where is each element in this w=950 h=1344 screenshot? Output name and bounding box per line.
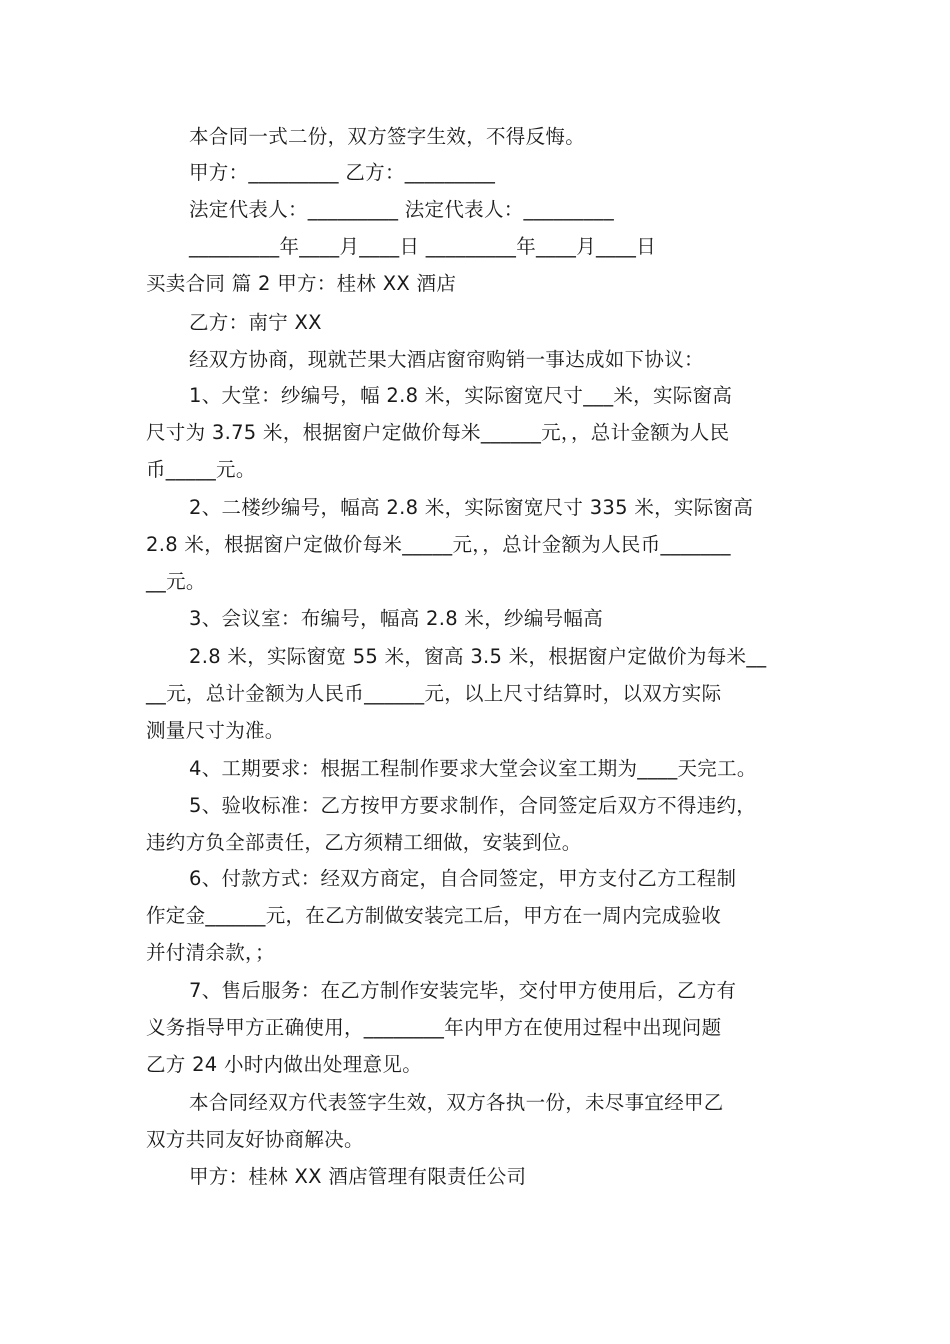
clause-line: 乙方 24 小时内做出处理意见。 xyxy=(146,1053,423,1076)
clause-line: 违约方负全部责任，乙方须精工细做，安装到位。 xyxy=(146,831,582,854)
clause-line: 尺寸为 3.75 米，根据窗户定做价每米______元，，总计金额为人民 xyxy=(146,421,730,444)
signature-date-line: _________年____月____日 _________年____月____日 xyxy=(189,235,656,258)
paragraph-line: 本合同一式二份，双方签字生效，不得反悔。 xyxy=(189,125,586,148)
clause-line: 币_____元。 xyxy=(146,458,256,481)
paragraph-line: 乙方：南宁 XX xyxy=(189,311,322,334)
signature-party-line: 甲方：桂林 XX 酒店管理有限责任公司 xyxy=(189,1165,527,1188)
paragraph-line: 经双方协商，现就芒果大酒店窗帘购销一事达成如下协议： xyxy=(189,348,704,371)
section-heading: 买卖合同 篇 2 甲方：桂林 XX 酒店 xyxy=(146,272,457,295)
clause-line: 1、大堂：纱编号，幅 2.8 米，实际窗宽尺寸___米，实际窗高 xyxy=(189,384,733,407)
clause-line: 5、验收标准：乙方按甲方要求制作，合同签定后双方不得违约， xyxy=(189,794,757,817)
clause-line: 2.8 米，根据窗户定做价每米_____元，，总计金额为人民币_______ xyxy=(146,533,731,556)
clause-line: 作定金______元，在乙方制做安装完工后，甲方在一周内完成验收 xyxy=(146,904,722,927)
clause-line: 7、售后服务：在乙方制作安装完毕，交付甲方使用后，乙方有 xyxy=(189,979,737,1002)
paragraph-line: 本合同经双方代表签字生效，双方各执一份，未尽事宜经甲乙 xyxy=(189,1091,724,1114)
clause-line: __元。 xyxy=(146,570,206,593)
signature-representative-line: 法定代表人：_________ 法定代表人：_________ xyxy=(189,198,614,221)
clause-line: 并付清余款，； xyxy=(146,941,275,964)
paragraph-line: 双方共同友好协商解决。 xyxy=(146,1128,364,1151)
clause-line: 6、付款方式：经双方商定，自合同签定，甲方支付乙方工程制 xyxy=(189,867,737,890)
clause-line: 3、会议室：布编号，幅高 2.8 米，纱编号幅高 xyxy=(189,607,604,630)
clause-line: 测量尺寸为准。 xyxy=(146,719,285,742)
clause-line: 2、二楼纱编号，幅高 2.8 米，实际窗宽尺寸 335 米，实际窗高 xyxy=(189,496,754,519)
signature-party-line: 甲方：_________ 乙方：_________ xyxy=(189,161,496,184)
clause-line: 义务指导甲方正确使用，________年内甲方在使用过程中出现问题 xyxy=(146,1016,722,1039)
clause-line: __元，总计金额为人民币______元，以上尺寸结算时，以双方实际 xyxy=(146,682,722,705)
clause-line: 2.8 米，实际窗宽 55 米，窗高 3.5 米，根据窗户定做价为每米__ xyxy=(189,645,767,668)
clause-line: 4、工期要求：根据工程制作要求大堂会议室工期为____天完工。 xyxy=(189,757,757,780)
